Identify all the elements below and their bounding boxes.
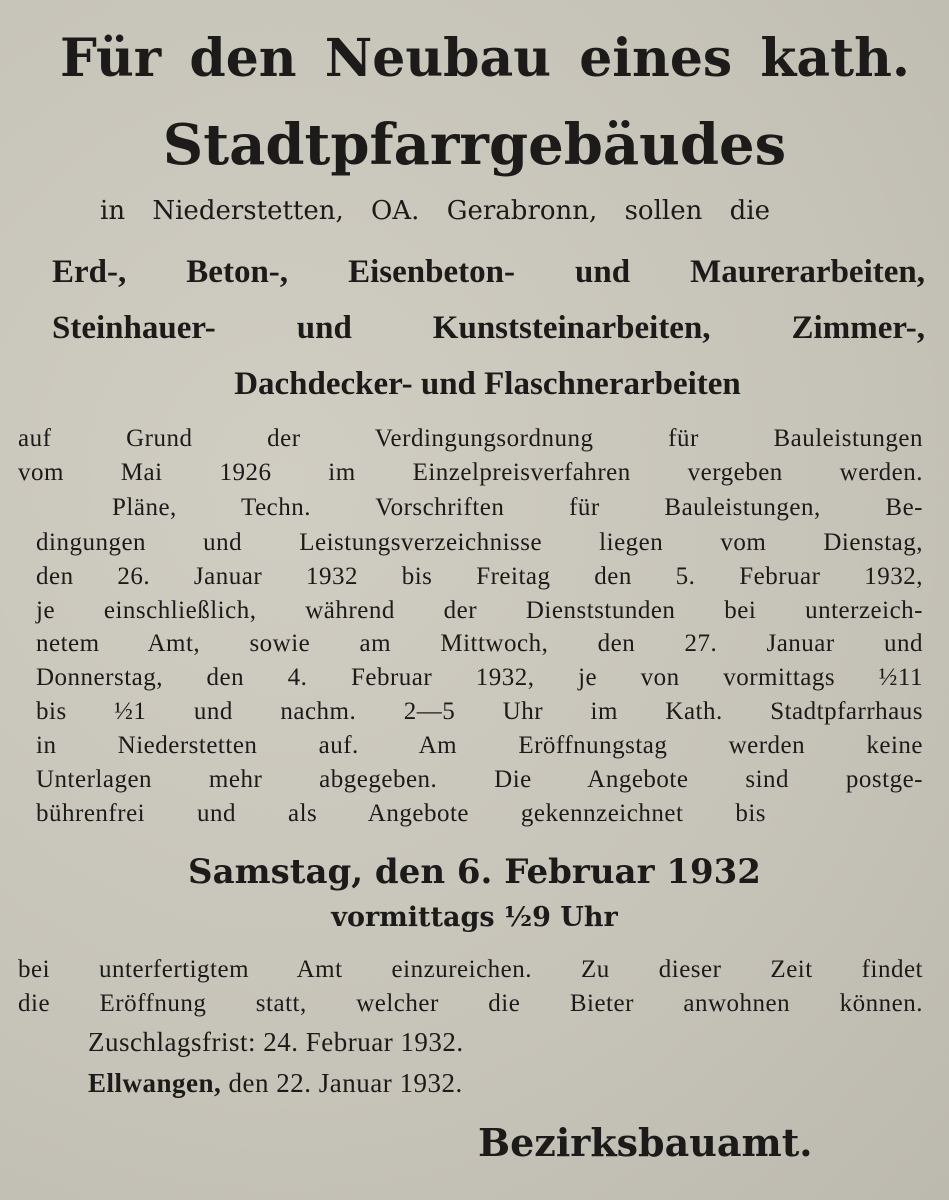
title-line-2: Stadtpfarrgebäudes (162, 112, 787, 178)
works-line: Steinhauer- und Kunststeinarbeiten, Zimmer-, (52, 310, 925, 346)
body-line: auf Grund der Verdingungsordnung für Bauleistungen (18, 425, 923, 452)
body-line: den 26. Januar 1932 bis Freitag den 5. Februar 1932, (36, 563, 923, 590)
title-line-1: Für den Neubau eines kath. (60, 28, 910, 89)
body-line: bührenfrei und als Angebote gekennzeichnet bis (36, 800, 766, 827)
works-line: Dachdecker- und Flaschnerarbeiten (234, 366, 741, 402)
place-date: den 22. Januar 1932. (221, 1068, 463, 1098)
body-line: Pläne, Techn. Vorschriften für Bauleistungen, Be- (112, 494, 923, 521)
body-line: Donnerstag, den 4. Februar 1932, je von vormittags ½11 (36, 664, 923, 691)
works-line: Erd-, Beton-, Eisenbeton- und Maurerarbeiten, (52, 254, 925, 290)
body-line: dingungen und Leistungsverzeichnisse liegen vom Dienstag, (36, 529, 923, 556)
closing-line: bei unterfertigtem Amt einzureichen. Zu dieser Zeit findet (18, 956, 923, 983)
body-line: vom Mai 1926 im Einzelpreisverfahren vergeben werden. (18, 459, 923, 486)
closing-line: die Eröffnung statt, welcher die Bieter anwohnen können. (18, 990, 923, 1017)
body-line: netem Amt, sowie am Mittwoch, den 27. Januar und (36, 630, 923, 657)
body-line: je einschließlich, während der Dienststunden bei unterzeich- (36, 597, 923, 624)
place: Ellwangen, (88, 1068, 222, 1098)
place-date-line (88, 1068, 463, 1099)
body-line: Unterlagen mehr abgegeben. Die Angebote sind postge- (36, 766, 923, 793)
subtitle: in Niederstetten, OA. Gerabronn, sollen die (100, 196, 770, 226)
body-line: in Niederstetten auf. Am Eröffnungstag werden keine (36, 732, 923, 759)
award-period: Zuschlagsfrist: 24. Februar 1932. (88, 1027, 464, 1057)
deadline-date: Samstag, den 6. Februar 1932 (188, 852, 761, 892)
deadline-time: vormittags ½9 Uhr (331, 902, 618, 933)
signature: Bezirksbauamt. (478, 1120, 813, 1165)
body-line: bis ½1 und nachm. 2—5 Uhr im Kath. Stadtpfarrhaus (36, 698, 923, 725)
